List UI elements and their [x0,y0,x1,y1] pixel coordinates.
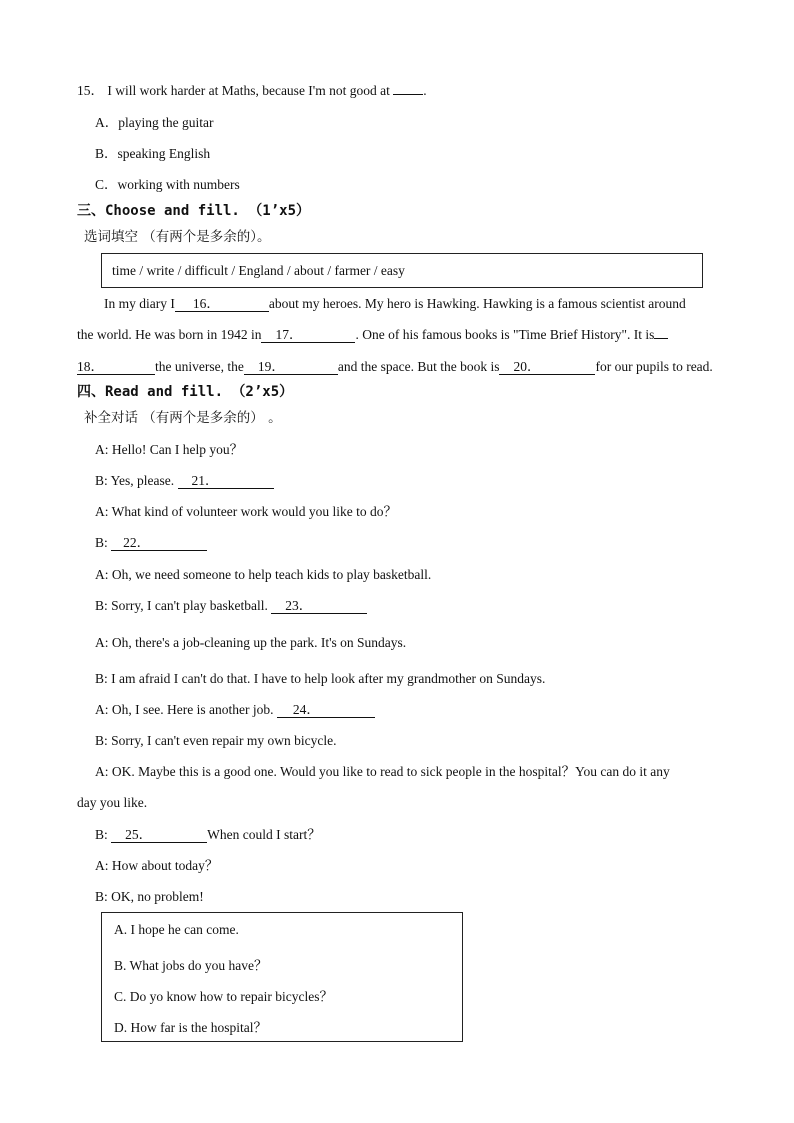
answer-blank-21[interactable]: 21． [178,473,274,489]
answer-blank-18-start[interactable] [654,338,668,339]
word-bank-box [101,253,703,288]
dialogue-line-6: B: Sorry, I can't play basketball. 23． [95,597,367,615]
section-3-instruction: 选词填空 （有两个是多余的）。 [84,229,271,245]
section-4-instruction: 补全对话 （有两个是多余的） 。 [84,410,282,426]
answer-blank-16[interactable]: 16． [175,296,269,312]
dialogue-line-4: B: 22． [95,534,207,552]
question-15: 15． I will work harder at Maths, because I'm not good at . [77,83,427,98]
answer-blank-25[interactable]: 25． [111,827,207,843]
dialogue-line-2: B: Yes, please. 21． [95,472,274,490]
dialogue-line-12: B: 25． When could I start？ [95,827,321,842]
answer-blank-18[interactable]: 18． [77,359,155,375]
answer-blank-23[interactable]: 23． [271,598,367,614]
passage-line-3: 18． the universe, the 19． and the space. But the book is 20． for our pupils to read. [77,359,713,374]
option-d: D. How far is the hospital？ [114,1020,267,1035]
dialogue-line-8: B: I am afraid I can't do that. I have to help look after my grandmother on Sundays. [95,671,546,686]
dialogue-line-7: A: Oh, there's a job-cleaning up the park. It's on Sundays. [95,635,407,650]
dialogue-line-5: A: Oh, we need someone to help teach kids to play basketball. [95,567,432,582]
dialogue-line-13: A: How about today？ [95,858,219,873]
passage-line-1: In my diary I 16． about my heroes. My hero is Hawking. Hawking is a famous scientist around [104,296,686,311]
dialogue-line-1: A: Hello! Can I help you？ [95,442,244,457]
answer-blank-22[interactable]: 22． [111,535,207,551]
answer-blank-19[interactable]: 19． [244,359,338,375]
dialogue-line-9: A: Oh, I see. Here is another job. 24． [95,701,375,719]
answer-blank-24[interactable]: 24． [277,702,375,718]
answer-blank-15[interactable] [393,94,423,95]
passage-line-2: the world. He was born in 1942 in 17． . One of his famous books is "Time Brief History". It is [77,326,668,344]
answer-blank-20[interactable]: 20． [499,359,595,375]
section-3-title: 三、Choose and fill. （1’x5） [77,203,311,219]
option-c: C. Do yo know how to repair bicycles？ [114,989,333,1004]
q15-option-b: B．speaking English [95,146,211,161]
dialogue-line-3: A: What kind of volunteer work would you like to do？ [95,504,397,519]
option-a: A. I hope he can come. [114,922,239,937]
answer-blank-17[interactable]: 17． [261,327,355,343]
q15-option-c: C．working with numbers [95,177,240,192]
dialogue-line-10: B: Sorry, I can't even repair my own bicycle. [95,733,337,748]
q15-option-a: A．playing the guitar [95,115,214,130]
word-bank: time / write / difficult / England / about / farmer / easy [112,263,405,278]
options-box [101,912,463,1042]
dialogue-line-11-cont: day you like. [77,795,148,810]
option-b: B. What jobs do you have？ [114,958,268,973]
dialogue-line-14: B: OK, no problem! [95,889,204,904]
section-4-title: 四、Read and fill. （2’x5） [77,384,294,400]
dialogue-line-11: A: OK. Maybe this is a good one. Would you like to read to sick people in the hospital？You can do it any [95,764,670,779]
